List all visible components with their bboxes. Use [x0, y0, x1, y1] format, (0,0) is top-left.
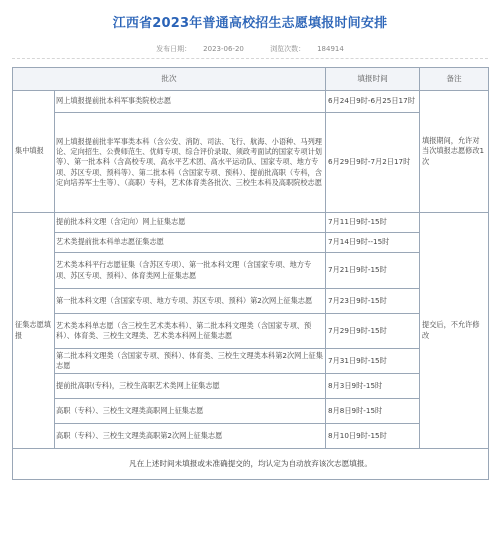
views-label: 浏览次数： — [270, 45, 306, 53]
batch-cell: 第二批本科文理类（含国家专项、预科）、体育类、三校生文理类本科第2次网上征集志愿 — [55, 349, 326, 374]
table-row — [13, 349, 489, 374]
table-row — [13, 213, 489, 233]
header-note: 备注 — [420, 68, 489, 91]
table-row — [13, 113, 489, 213]
time-cell: 7月31日9时-15时 — [326, 349, 420, 374]
schedule-table — [12, 67, 489, 480]
batch-cell: 高职（专科）、三校生文理类高职第2次网上征集志愿 — [55, 424, 326, 449]
table-row — [13, 314, 489, 349]
batch-cell: 艺术类本科平行志愿征集（含苏区专项）、第一批本科文理（含国家专项、地方专项、苏区专项、预科）、体育类网上征集志愿 — [55, 253, 326, 289]
time-cell: 7月29日9时-15时 — [326, 314, 420, 349]
time-cell: 7月11日9时-15时 — [326, 213, 420, 233]
note-cell: 填报期间，允许对当次填报志愿修改1次 — [420, 91, 489, 213]
table-footer-row — [13, 449, 489, 480]
batch-cell: 提前批高职(专科)，三校生高职艺术类网上征集志愿 — [55, 374, 326, 399]
batch-cell: 艺术类提前批本科单志愿征集志愿 — [55, 233, 326, 253]
views-count: 184914 — [317, 45, 344, 53]
time-cell: 8月10日9时-15时 — [326, 424, 420, 449]
table-row — [13, 424, 489, 449]
time-cell: 6月24日9时-6月25日17时 — [326, 91, 420, 113]
time-cell: 8月8日9时-15时 — [326, 399, 420, 424]
batch-cell: 高职（专科）、三校生文理类高职网上征集志愿 — [55, 399, 326, 424]
time-cell: 7月14日9时--15时 — [326, 233, 420, 253]
page-title: 江西省2023年普通高校招生志愿填报时间安排 — [112, 16, 388, 31]
group-label: 集中填报 — [13, 91, 55, 213]
time-cell: 8月3日9时-15时 — [326, 374, 420, 399]
batch-cell: 网上填报提前批本科军事类院校志愿 — [55, 91, 326, 113]
batch-cell: 网上填报提前批非军事类本科（含公安、消防、司法、飞行、航海、小语种、马列理论、定向招生、公费师范生、优师专项、综合评价录取、须政考面试的国家专项计划等）、第一批本科（含高校专项、高水平艺术团、高水平运动队、国家专项、地方专项、苏区专项、预科等）、第二批本科（含国家专项、预科）、提前批高职（专科，含定向培养军士生等）、（高职）专科，艺术体育类各批次、三校生本科及高职院校志愿 — [55, 113, 326, 213]
time-cell: 7月21日9时-15时 — [326, 253, 420, 289]
header-batch: 批次 — [13, 68, 326, 91]
header-time: 填报时间 — [326, 68, 420, 91]
table-header-row — [13, 68, 489, 91]
table-row — [13, 289, 489, 314]
table-row — [13, 374, 489, 399]
note-cell: 提交后，不允许修改 — [420, 213, 489, 449]
table-row — [13, 253, 489, 289]
group-label: 征集志愿填报 — [13, 213, 55, 449]
table-row — [13, 399, 489, 424]
batch-cell: 第一批本科文理（含国家专项、地方专项、苏区专项、预科）第2次网上征集志愿 — [55, 289, 326, 314]
batch-cell: 艺术类本科单志愿（含三校生艺术类本科）、第二批本科文理类（含国家专项、预科）、体育类、三校生文理类、艺术类本科网上征集志愿 — [55, 314, 326, 349]
divider — [12, 58, 488, 59]
table-row — [13, 233, 489, 253]
table-row — [13, 91, 489, 113]
article-meta — [0, 44, 500, 54]
batch-cell: 提前批本科文理（含定向）网上征集志愿 — [55, 213, 326, 233]
publish-date-label: 发布日期： — [156, 45, 192, 53]
time-cell: 6月29日9时-7月2日17时 — [326, 113, 420, 213]
time-cell: 7月23日9时-15时 — [326, 289, 420, 314]
publish-date: 2023-06-20 — [203, 45, 244, 53]
footer-note: 凡在上述时间未填报或未准确提交的，均认定为自动放弃该次志愿填报。 — [13, 449, 489, 480]
